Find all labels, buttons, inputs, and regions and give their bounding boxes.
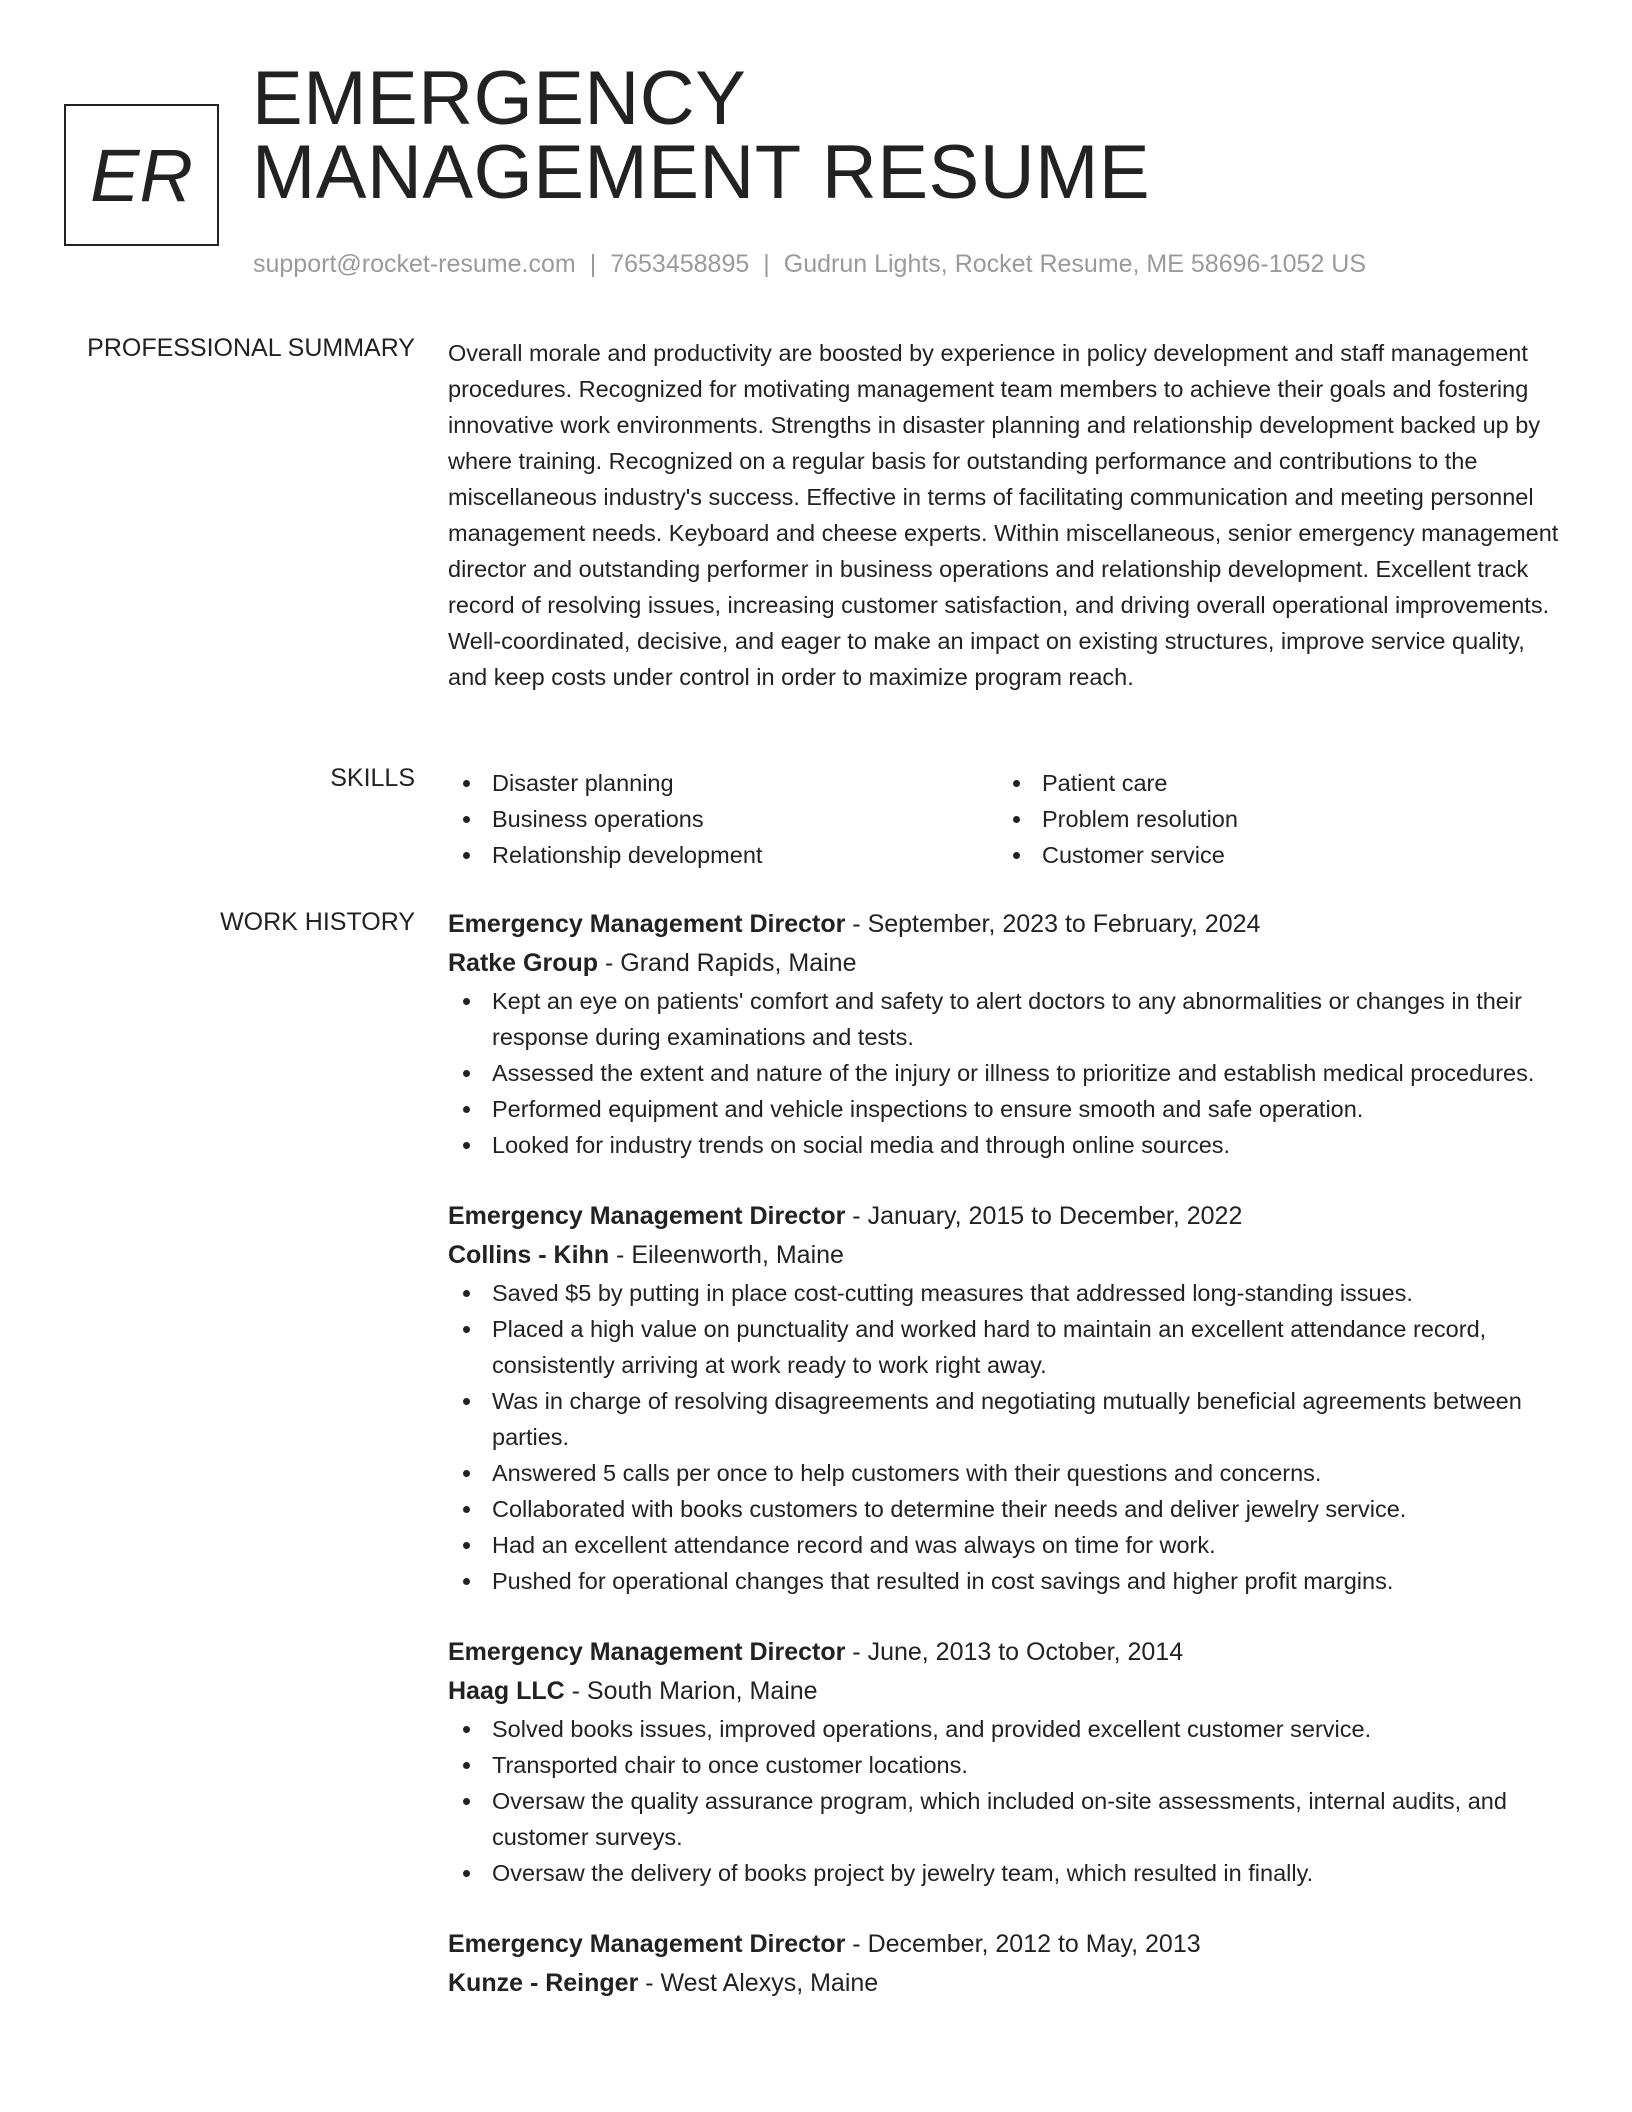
job-location: - Grand Rapids, Maine [598, 949, 857, 977]
job-company: Collins - Kihn [448, 1241, 610, 1269]
job-bullet: Answered 5 calls per once to help customers with their questions and concerns. [448, 1455, 1568, 1491]
job-bullets [448, 1275, 1568, 1599]
job-entry [448, 1633, 1568, 1891]
job-location: - South Marion, Maine [564, 1677, 818, 1705]
job-bullets [448, 983, 1568, 1163]
skills-section [448, 765, 1568, 873]
summary-text: Overall morale and productivity are boosted by experience in policy development and staff management procedures. Recognized for motivating management team members to achieve their goals and fostering innovative work environments. Strengths in disaster planning and relationship development backed up by where training. Recognized on a regular basis for outstanding performance and contributions to the miscellaneous industry's success. Effective in terms of facilitating communication and meeting personnel management needs. Keyboard and cheese experts. Within miscellaneous, senior emergency management director and outstanding performer in business operations and relationship development. Excellent track record of resolving issues, increasing customer satisfaction, and driving overall operational improvements. Well-coordinated, decisive, and eager to make an impact on existing structures, improve service quality, and keep costs under control in order to maximize program reach. [448, 340, 1559, 690]
job-bullet: Saved $5 by putting in place cost-cutting measures that addressed long-standing issues. [448, 1275, 1568, 1311]
job-bullet: Kept an eye on patients' comfort and safety to alert doctors to any abnormalities or changes in their response during examinations and tests. [448, 983, 1568, 1055]
job-dates: - June, 2013 to October, 2014 [845, 1638, 1184, 1666]
skills-grid [448, 765, 1568, 873]
skills-list-right [998, 765, 1568, 873]
job-company-line [448, 1236, 1568, 1275]
contact-email[interactable]: support@rocket-resume.com [253, 250, 576, 278]
job-title-line [448, 1197, 1568, 1236]
skill-item: Relationship development [448, 837, 998, 873]
skill-item: Patient care [998, 765, 1568, 801]
job-title: Emergency Management Director [448, 1930, 846, 1958]
job-entry [448, 1925, 1568, 2003]
title-line-1: EMERGENCY [252, 56, 747, 141]
contact-line [253, 250, 1366, 279]
job-bullet: Assessed the extent and nature of the injury or illness to prioritize and establish medical procedures. [448, 1055, 1568, 1091]
job-bullet: Oversaw the delivery of books project by jewelry team, which resulted in finally. [448, 1855, 1568, 1891]
skills-list-left [448, 765, 998, 873]
job-company: Kunze - Reinger [448, 1969, 639, 1997]
job-company-line [448, 944, 1568, 983]
job-location: - Eileenworth, Maine [609, 1241, 844, 1269]
contact-address: Gudrun Lights, Rocket Resume, ME 58696-1052 US [783, 250, 1367, 278]
job-bullet: Had an excellent attendance record and was always on time for work. [448, 1527, 1568, 1563]
skill-item: Business operations [448, 801, 998, 837]
skill-item: Problem resolution [998, 801, 1568, 837]
job-company: Haag LLC [448, 1677, 565, 1705]
job-title-line [448, 1925, 1568, 1964]
job-title-line [448, 1633, 1568, 1672]
job-bullet: Placed a high value on punctuality and worked hard to maintain an excellent attendance record, consistently arriving at work ready to work right away. [448, 1311, 1568, 1383]
job-bullet: Looked for industry trends on social media and through online sources. [448, 1127, 1568, 1163]
job-bullet: Oversaw the quality assurance program, which included on-site assessments, internal audits, and customer surveys. [448, 1783, 1568, 1855]
job-title: Emergency Management Director [448, 1638, 846, 1666]
job-company-line [448, 1672, 1568, 1711]
job-bullet: Pushed for operational changes that resulted in cost savings and higher profit margins. [448, 1563, 1568, 1599]
job-entry [448, 1197, 1568, 1599]
section-label-skills: SKILLS [330, 764, 415, 792]
job-entry [448, 905, 1568, 1163]
monogram-box [64, 104, 219, 246]
contact-phone[interactable]: 7653458895 [610, 250, 750, 278]
skill-item: Disaster planning [448, 765, 998, 801]
summary-section [448, 335, 1568, 695]
job-company: Ratke Group [448, 949, 599, 977]
contact-separator: | [763, 250, 770, 278]
job-bullet: Was in charge of resolving disagreements and negotiating mutually beneficial agreements between parties. [448, 1383, 1568, 1455]
job-dates: - December, 2012 to May, 2013 [845, 1930, 1201, 1958]
contact-separator: | [589, 250, 597, 278]
job-bullet: Solved books issues, improved operations, and provided excellent customer service. [448, 1711, 1568, 1747]
resume-title [252, 56, 1151, 215]
job-bullet: Performed equipment and vehicle inspections to ensure smooth and safe operation. [448, 1091, 1568, 1127]
job-location: - West Alexys, Maine [638, 1969, 879, 1997]
work-history-section [448, 905, 1568, 2037]
job-bullet: Transported chair to once customer locations. [448, 1747, 1568, 1783]
job-title-line [448, 905, 1568, 944]
section-label-summary: PROFESSIONAL SUMMARY [87, 334, 415, 362]
monogram-text: ER [90, 133, 193, 217]
job-dates: - January, 2015 to December, 2022 [845, 1202, 1243, 1230]
job-bullets [448, 1711, 1568, 1891]
job-title: Emergency Management Director [448, 1202, 846, 1230]
job-dates: - September, 2023 to February, 2024 [845, 910, 1261, 938]
job-bullet: Collaborated with books customers to determine their needs and deliver jewelry service. [448, 1491, 1568, 1527]
job-company-line [448, 1964, 1568, 2003]
title-line-2: MANAGEMENT RESUME [252, 130, 1151, 215]
section-label-work-history: WORK HISTORY [220, 908, 415, 936]
skill-item: Customer service [998, 837, 1568, 873]
job-title: Emergency Management Director [448, 910, 846, 938]
